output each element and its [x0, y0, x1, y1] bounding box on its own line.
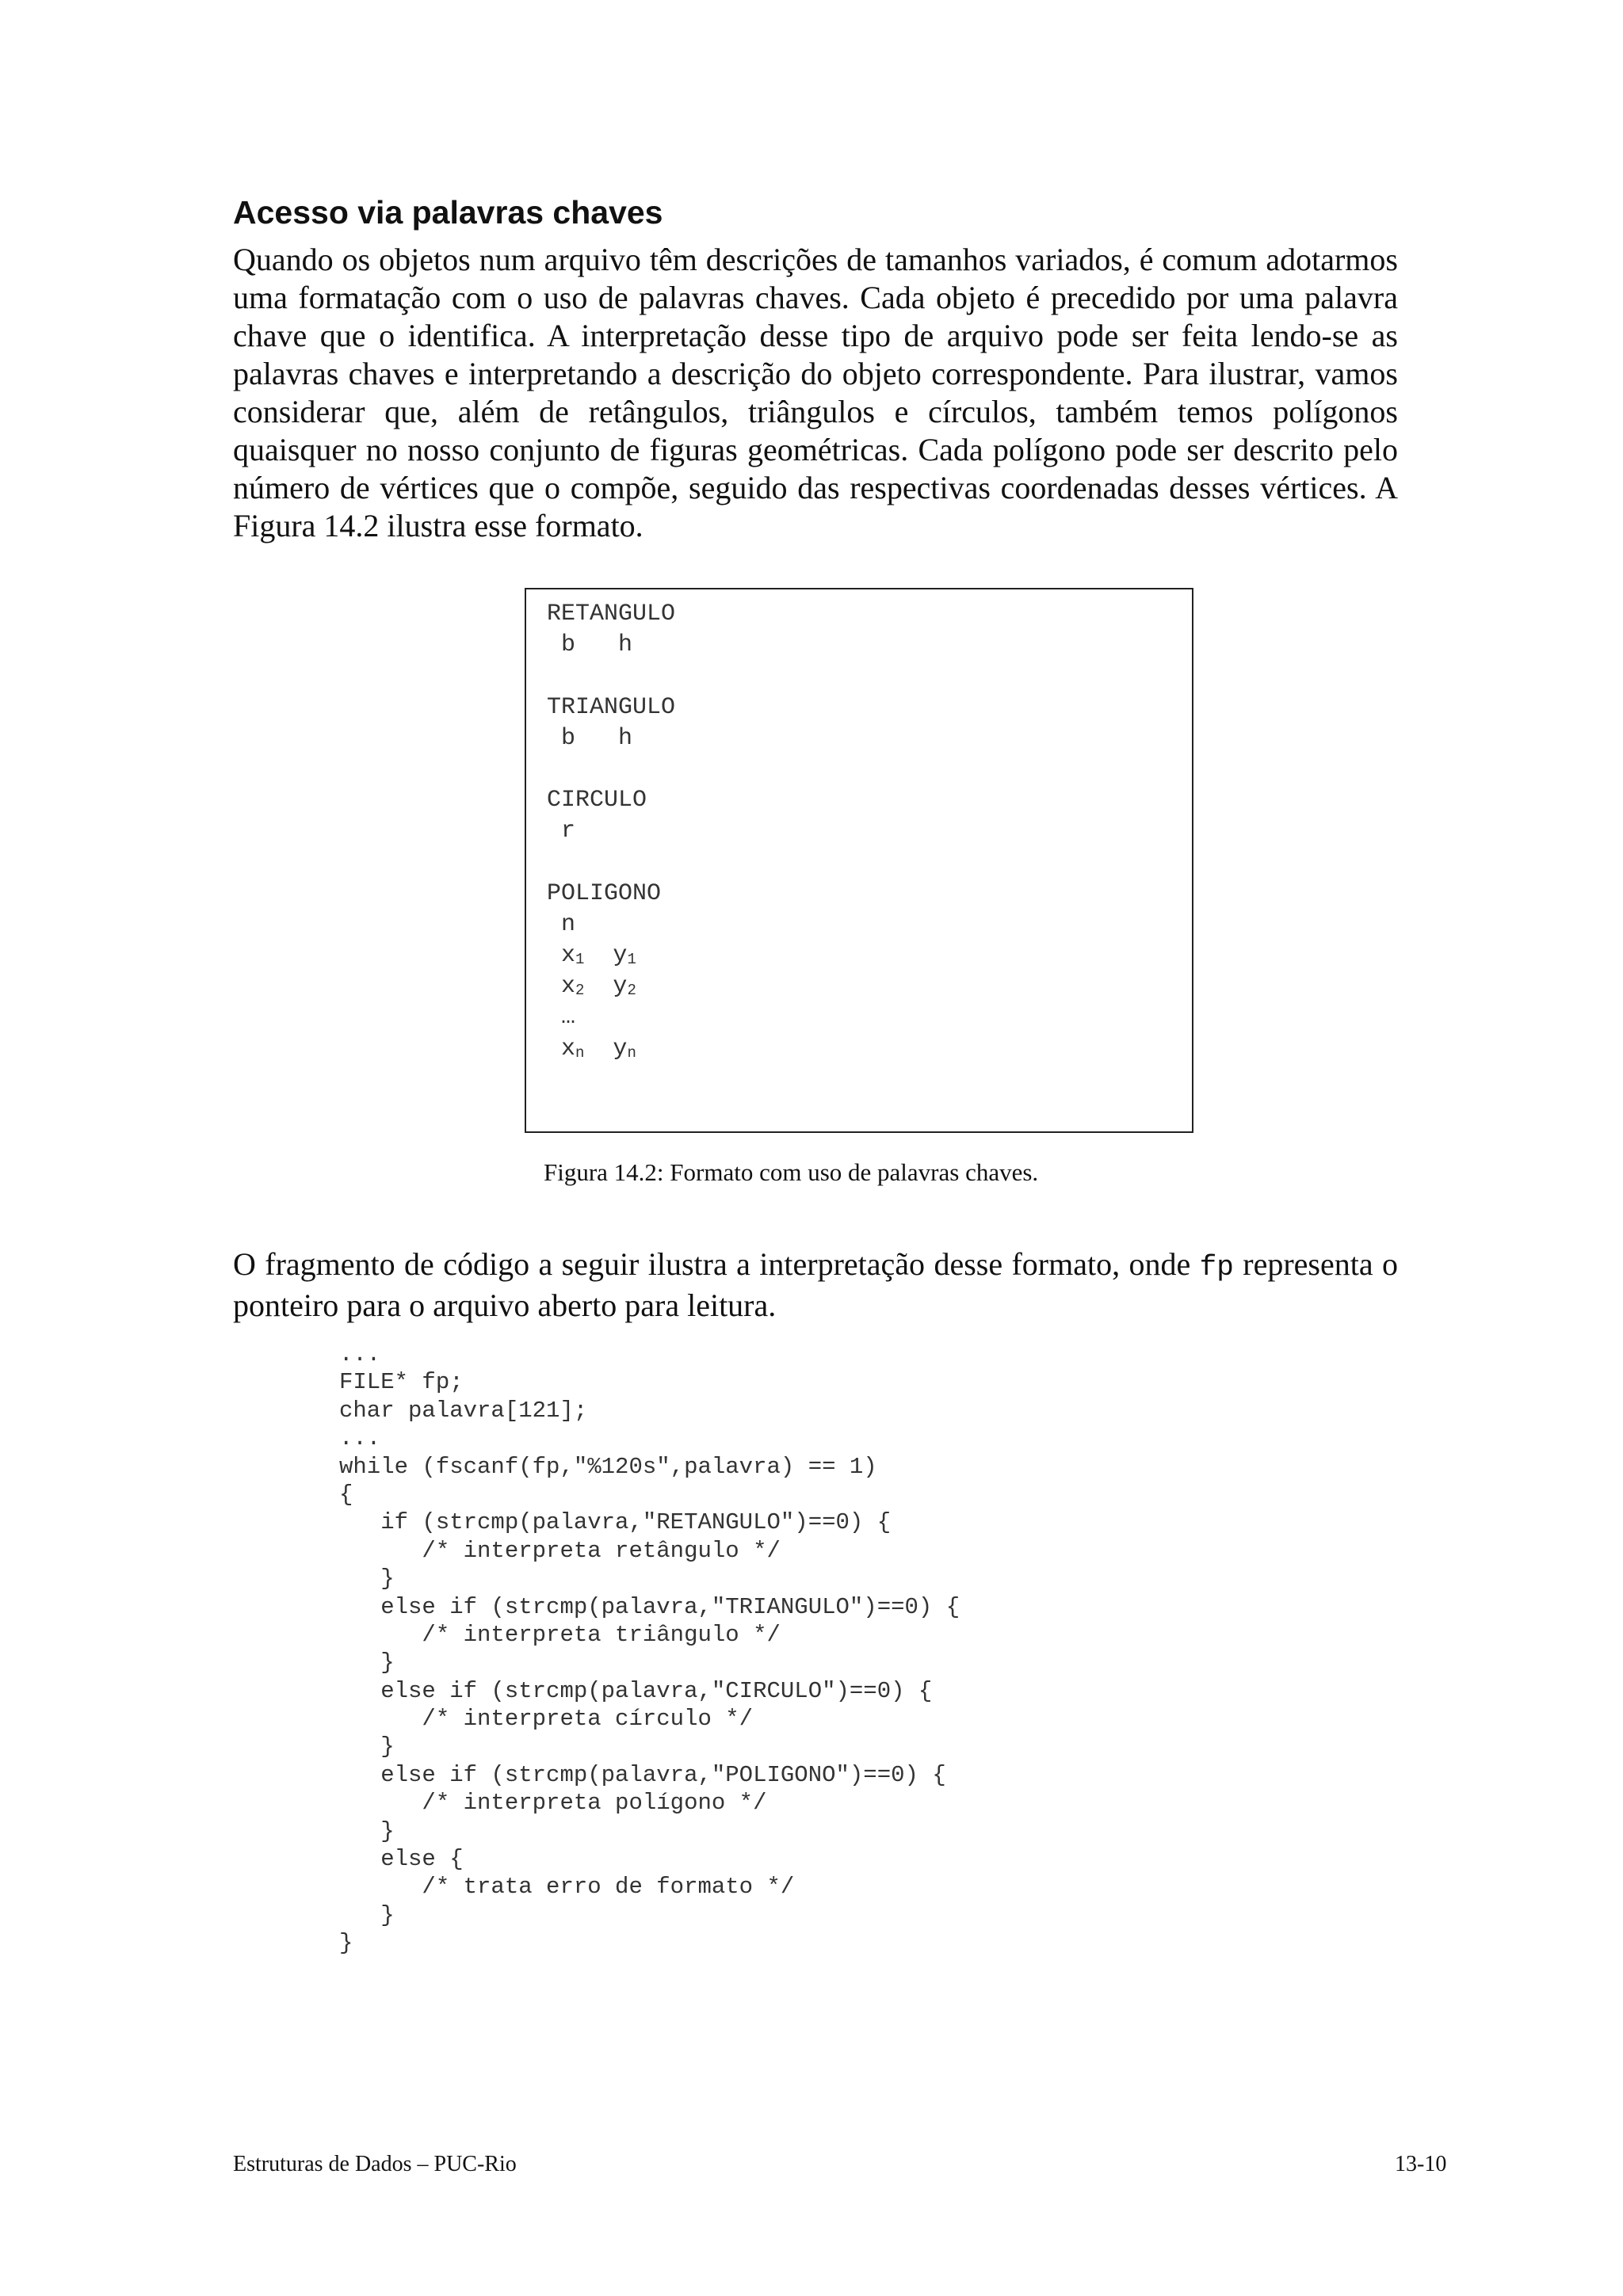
coord-x: x — [547, 973, 576, 1001]
figure-line — [547, 754, 675, 785]
coord-x: x — [547, 1035, 576, 1062]
figure-line-text: TRIANGULO — [547, 693, 676, 721]
figure-caption: Figura 14.2: Formato com uso de palavras chaves. — [544, 1158, 1039, 1186]
code-line: ... — [339, 1341, 381, 1367]
code-line: } — [339, 1733, 395, 1760]
code-line: else if (strcmp(palavra,"POLIGONO")==0) { — [339, 1761, 946, 1788]
code-line: else { — [339, 1846, 464, 1873]
footer-title: Estruturas de Dados – PUC-Rio — [233, 2152, 517, 2176]
figure-line-text: r — [547, 818, 576, 845]
figure-line — [547, 848, 675, 879]
code-line: } — [339, 1650, 395, 1676]
coord-y-subscript: 2 — [627, 982, 636, 1000]
code-line: while (fscanf(fp,"%120s",palavra) == 1) — [339, 1453, 877, 1480]
code-line: if (strcmp(palavra,"RETANGULO")==0) { — [339, 1509, 892, 1536]
coord-x: x — [547, 942, 576, 970]
code-line: /* interpreta retângulo */ — [339, 1537, 781, 1564]
code-intro-paragraph — [233, 1245, 1398, 1325]
figure-line — [547, 723, 675, 754]
figure-line-text: … — [547, 1004, 576, 1032]
coord-y: y — [584, 1035, 628, 1062]
figure-format-box — [525, 588, 1193, 1133]
code-line: /* interpreta círculo */ — [339, 1706, 754, 1733]
inline-code-fp: fp — [1199, 1251, 1234, 1283]
code-line: char palavra[121]; — [339, 1397, 588, 1424]
figure-line-text: CIRCULO — [547, 787, 647, 814]
coord-x-subscript: n — [575, 1043, 585, 1062]
code-line: /* interpreta polígono */ — [339, 1790, 767, 1817]
coord-y-subscript: 1 — [627, 951, 636, 969]
coord-y: y — [584, 973, 628, 1001]
figure-line — [547, 971, 675, 1002]
figure-line-text: POLIGONO — [547, 879, 662, 907]
code-line: /* trata erro de formato */ — [339, 1874, 795, 1901]
figure-line — [547, 1034, 675, 1065]
code-intro-text-before: O fragmento de código a seguir ilustra a interpretação desse formato, onde — [233, 1246, 1200, 1282]
code-line: FILE* fp; — [339, 1369, 464, 1396]
footer-page-number: 13-10 — [1395, 2152, 1447, 2176]
figure-line — [547, 785, 675, 816]
figure-line — [547, 630, 675, 661]
code-line: else if (strcmp(palavra,"TRIANGULO")==0) { — [339, 1593, 960, 1620]
figure-format-lines — [547, 599, 675, 1065]
figure-line — [547, 940, 675, 971]
coord-x-subscript: 2 — [575, 982, 585, 1000]
figure-line — [547, 879, 675, 910]
figure-line — [547, 816, 675, 847]
code-line: } — [339, 1817, 395, 1844]
figure-line — [547, 692, 675, 723]
figure-line — [547, 599, 675, 630]
intro-paragraph: Quando os objetos num arquivo têm descrições de tamanhos variados, é comum adotarmos uma formatação com o uso de palavras chaves. Cada objeto é precedido por uma palavra chave que o identifica. A interpretação desse tipo de arquivo pode ser feita lendo-se as palavras chaves e interpretando a descrição do objeto correspondente. Para ilustrar, vamos considerar que, além de retângulos, triângulos e círculos, também temos polígonos quaisquer no nosso conjunto de figuras geométricas. Cada polígono pode ser descrito pelo número de vértices que o compõe, seguido das respectivas coordenadas desses vértices. A Figura 14.2 ilustra esse formato. — [233, 242, 1398, 543]
coord-y-subscript: n — [627, 1043, 636, 1062]
code-line: /* interpreta triângulo */ — [339, 1621, 781, 1648]
code-line: else if (strcmp(palavra,"CIRCULO")==0) { — [339, 1677, 933, 1704]
code-line: { — [339, 1481, 353, 1508]
code-intro-text-after: representa o ponteiro para o arquivo aberto para leitura. — [233, 1246, 1399, 1323]
code-line: } — [339, 1901, 395, 1928]
figure-line-text: b h — [547, 724, 633, 752]
code-line: } — [339, 1566, 395, 1592]
figure-line-text: RETANGULO — [547, 601, 676, 627]
code-line: } — [339, 1930, 353, 1957]
figure-line-text: n — [547, 910, 576, 938]
code-block — [339, 1341, 960, 1958]
figure-line — [547, 661, 675, 692]
figure-line-text: b h — [547, 631, 633, 659]
figure-line — [547, 1002, 675, 1033]
section-heading: Acesso via palavras chaves — [233, 194, 663, 231]
figure-line — [547, 910, 675, 940]
code-line: ... — [339, 1425, 381, 1452]
coord-y: y — [584, 942, 628, 970]
coord-x-subscript: 1 — [575, 951, 585, 969]
